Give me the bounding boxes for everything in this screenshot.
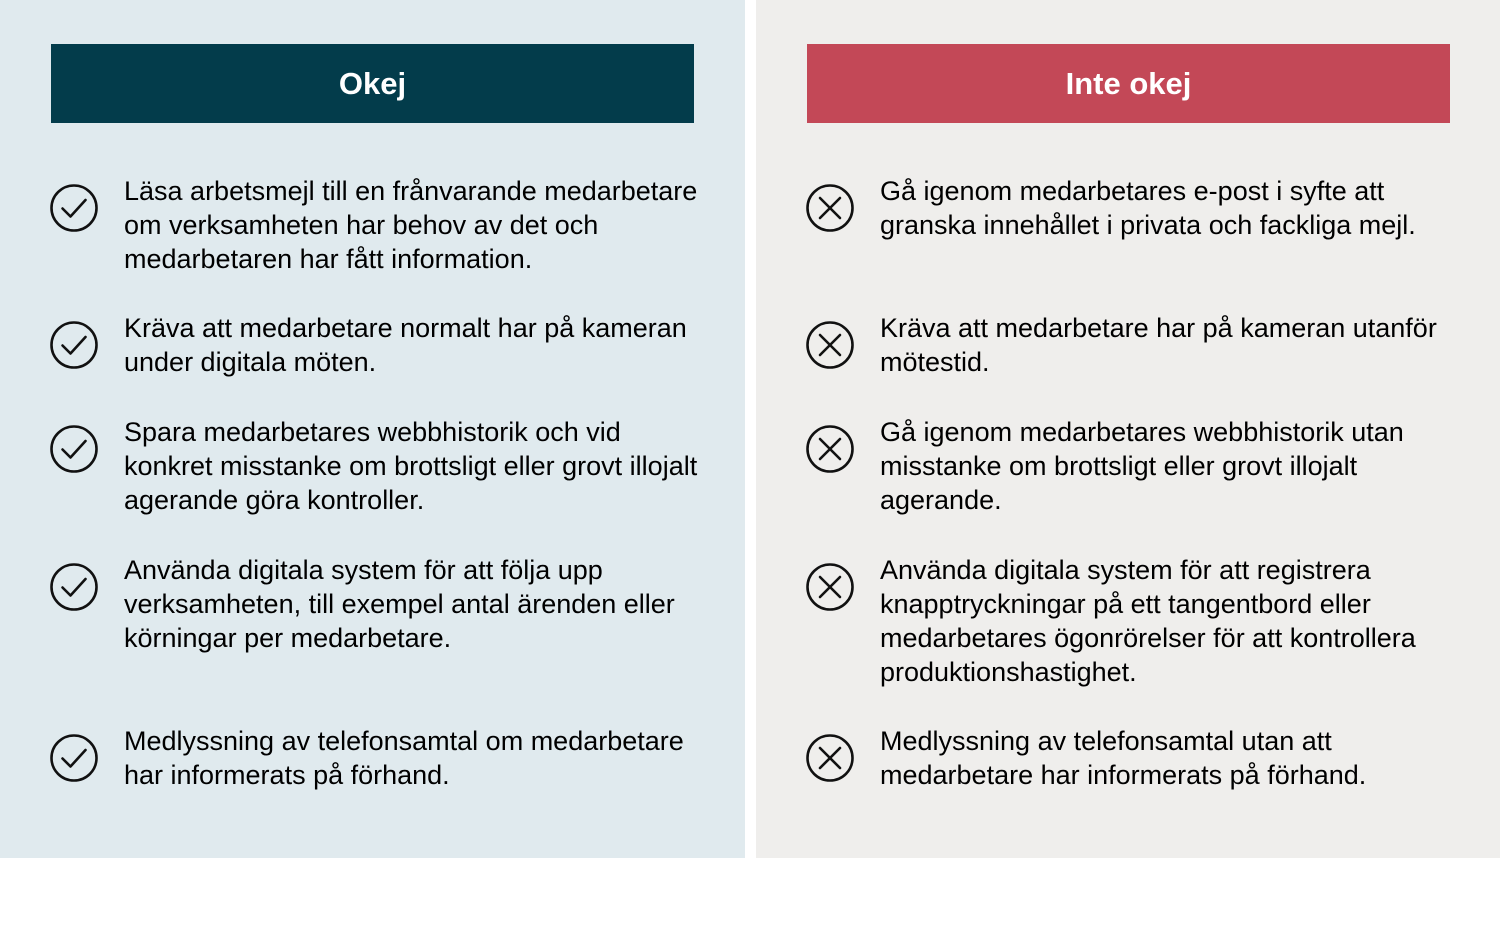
not-ok-item-text: Gå igenom medarbetares e-post i syfte att granska innehållet i privata och fackliga mejl. (880, 176, 1416, 240)
ok-panel (0, 0, 745, 858)
not-ok-item-text: Använda digitala system för att registrera knapptryckningar på ett tangentbord eller medarbetares ögonrörelser för att kontrollera produktionshastighet. (880, 555, 1416, 687)
x-circle-icon (806, 734, 854, 782)
x-circle-icon (806, 425, 854, 473)
x-circle-icon (806, 321, 854, 369)
check-circle-icon (50, 563, 98, 611)
ok-item-text: Medlyssning av telefonsamtal om medarbetare har informerats på förhand. (124, 726, 684, 790)
ok-item-text: Spara medarbetares webbhistorik och vid konkret misstanke om brottsligt eller grovt illojalt agerande göra kontroller. (124, 417, 698, 515)
check-circle-icon (50, 321, 98, 369)
ok-item-text: Läsa arbetsmejl till en frånvarande medarbetare om verksamheten har behov av det och medarbetaren har fått information. (124, 176, 698, 274)
check-circle-icon (50, 734, 98, 782)
not-ok-header: Inte okej (807, 44, 1450, 123)
not-ok-item-text: Gå igenom medarbetares webbhistorik utan misstanke om brottsligt eller grovt illojalt agerande. (880, 417, 1404, 515)
not-ok-panel (756, 0, 1500, 858)
not-ok-item-text: Medlyssning av telefonsamtal utan att medarbetare har informerats på förhand. (880, 726, 1367, 790)
not-ok-item-text: Kräva att medarbetare har på kameran utanför mötestid. (880, 313, 1437, 377)
ok-item-text: Använda digitala system för att följa upp verksamheten, till exempel antal ärenden eller körningar per medarbetare. (124, 555, 675, 653)
check-circle-icon (50, 425, 98, 473)
check-circle-icon (50, 184, 98, 232)
ok-item-text: Kräva att medarbetare normalt har på kameran under digitala möten. (124, 313, 687, 377)
ok-header: Okej (51, 44, 694, 123)
x-circle-icon (806, 563, 854, 611)
x-circle-icon (806, 184, 854, 232)
